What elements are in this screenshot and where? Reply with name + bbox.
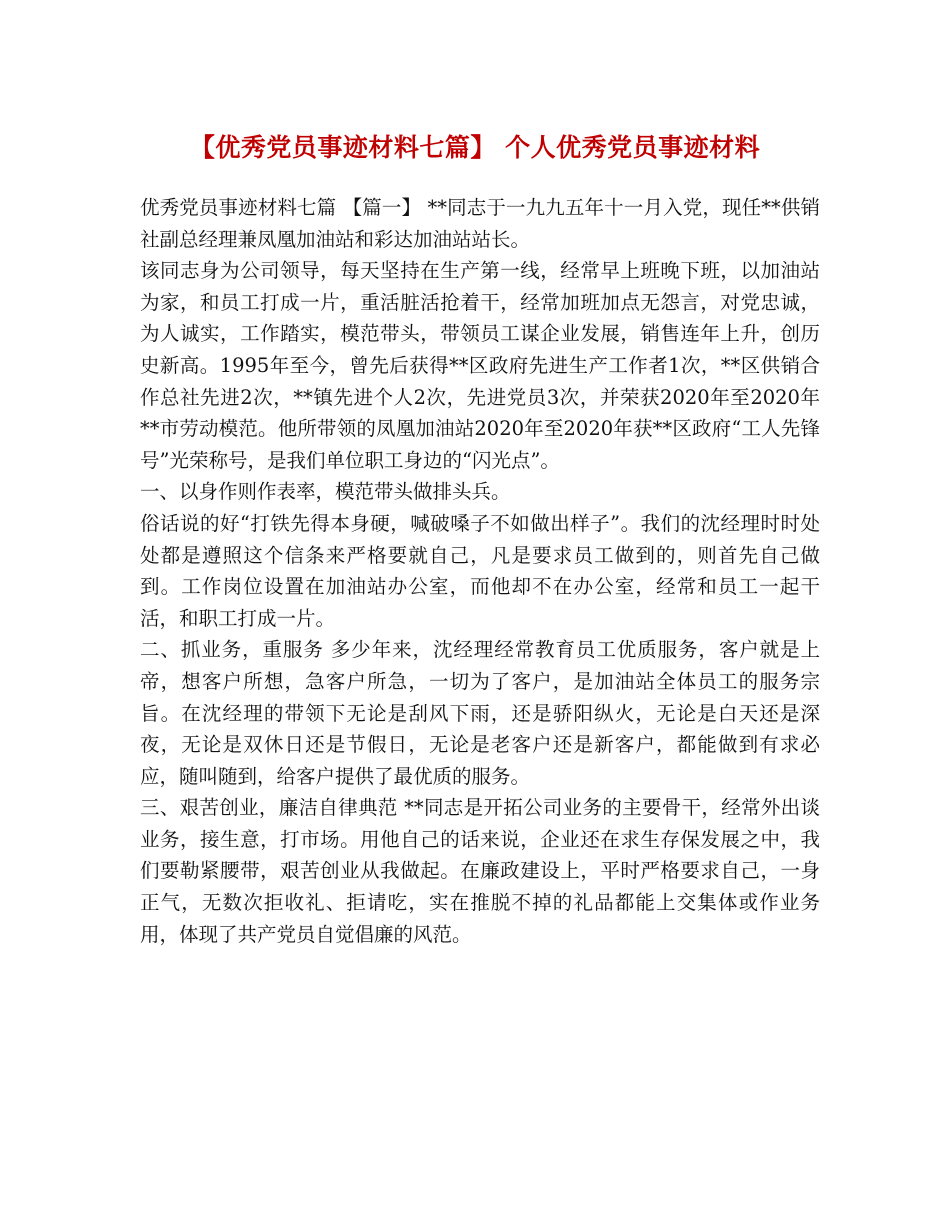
paragraph-section-2: 二、抓业务，重服务 多少年来，沈经理经常教育员工优质服务，客户就是上帝，想客户所想，急客户所急，一切为了客户，是加油站全体员工的服务宗旨。在沈经理的带领下无论是刮风下雨，还是骄阳纵火，无论是白天还是深夜，无论是双休日还是节假日，无论是老客户还是新客户，都能做到有求必应，随叫随到，给客户提供了最优质的服务。 <box>140 638 820 788</box>
document-body <box>140 192 820 950</box>
paragraph-intro: 优秀党员事迹材料七篇 【篇一】 **同志于一九九五年十一月入党，现任**供销社副总经理兼凤凰加油站和彩达加油站站长。 <box>140 196 820 251</box>
section-heading-1: 一、以身作则作表率，模范带头做排头兵。 <box>140 480 511 504</box>
paragraph-section-1: 俗话说的好“打铁先得本身硬，喊破嗓子不如做出样子”。我们的沈经理时时处处都是遵照这个信条来严格要就自己，凡是要求员工做到的，则首先自己做到。工作岗位设置在加油站办公室，而他却不在办公室，经常和员工一起干活，和职工打成一片。 <box>140 511 820 630</box>
paragraph-overview: 该同志身为公司领导，每天坚持在生产第一线，经常早上班晚下班，以加油站为家，和员工打成一片，重活脏活抢着干，经常加班加点无怨言，对党忠诚，为人诚实，工作踏实，模范带头，带领员工谋企业发展，销售连年上升，创历史新高。1995年至今，曾先后获得**区政府先进生产工作者1次，**区供销合作总社先进2次，**镇先进个人2次，先进党员3次，并荣获2020年至2020年**市劳动模范。他所带领的凤凰加油站2020年至2020年获**区政府“工人先锋号”光荣称号，是我们单位职工身边的“闪光点”。 <box>140 259 820 472</box>
paragraph-section-3: 三、艰苦创业，廉洁自律典范 **同志是开拓公司业务的主要骨干，经常外出谈业务，接生意，打市场。用他自己的话来说，企业还在求生存保发展之中，我们要勒紧腰带，艰苦创业从我做起。在廉政建设上，平时严格要求自己，一身正气，无数次拒收礼、拒请吃，实在推脱不掉的礼品都能上交集体或作业务用，体现了共产党员自觉倡廉的风范。 <box>140 796 820 946</box>
document-title: 【优秀党员事迹材料七篇】 个人优秀党员事迹材料 <box>189 133 761 162</box>
